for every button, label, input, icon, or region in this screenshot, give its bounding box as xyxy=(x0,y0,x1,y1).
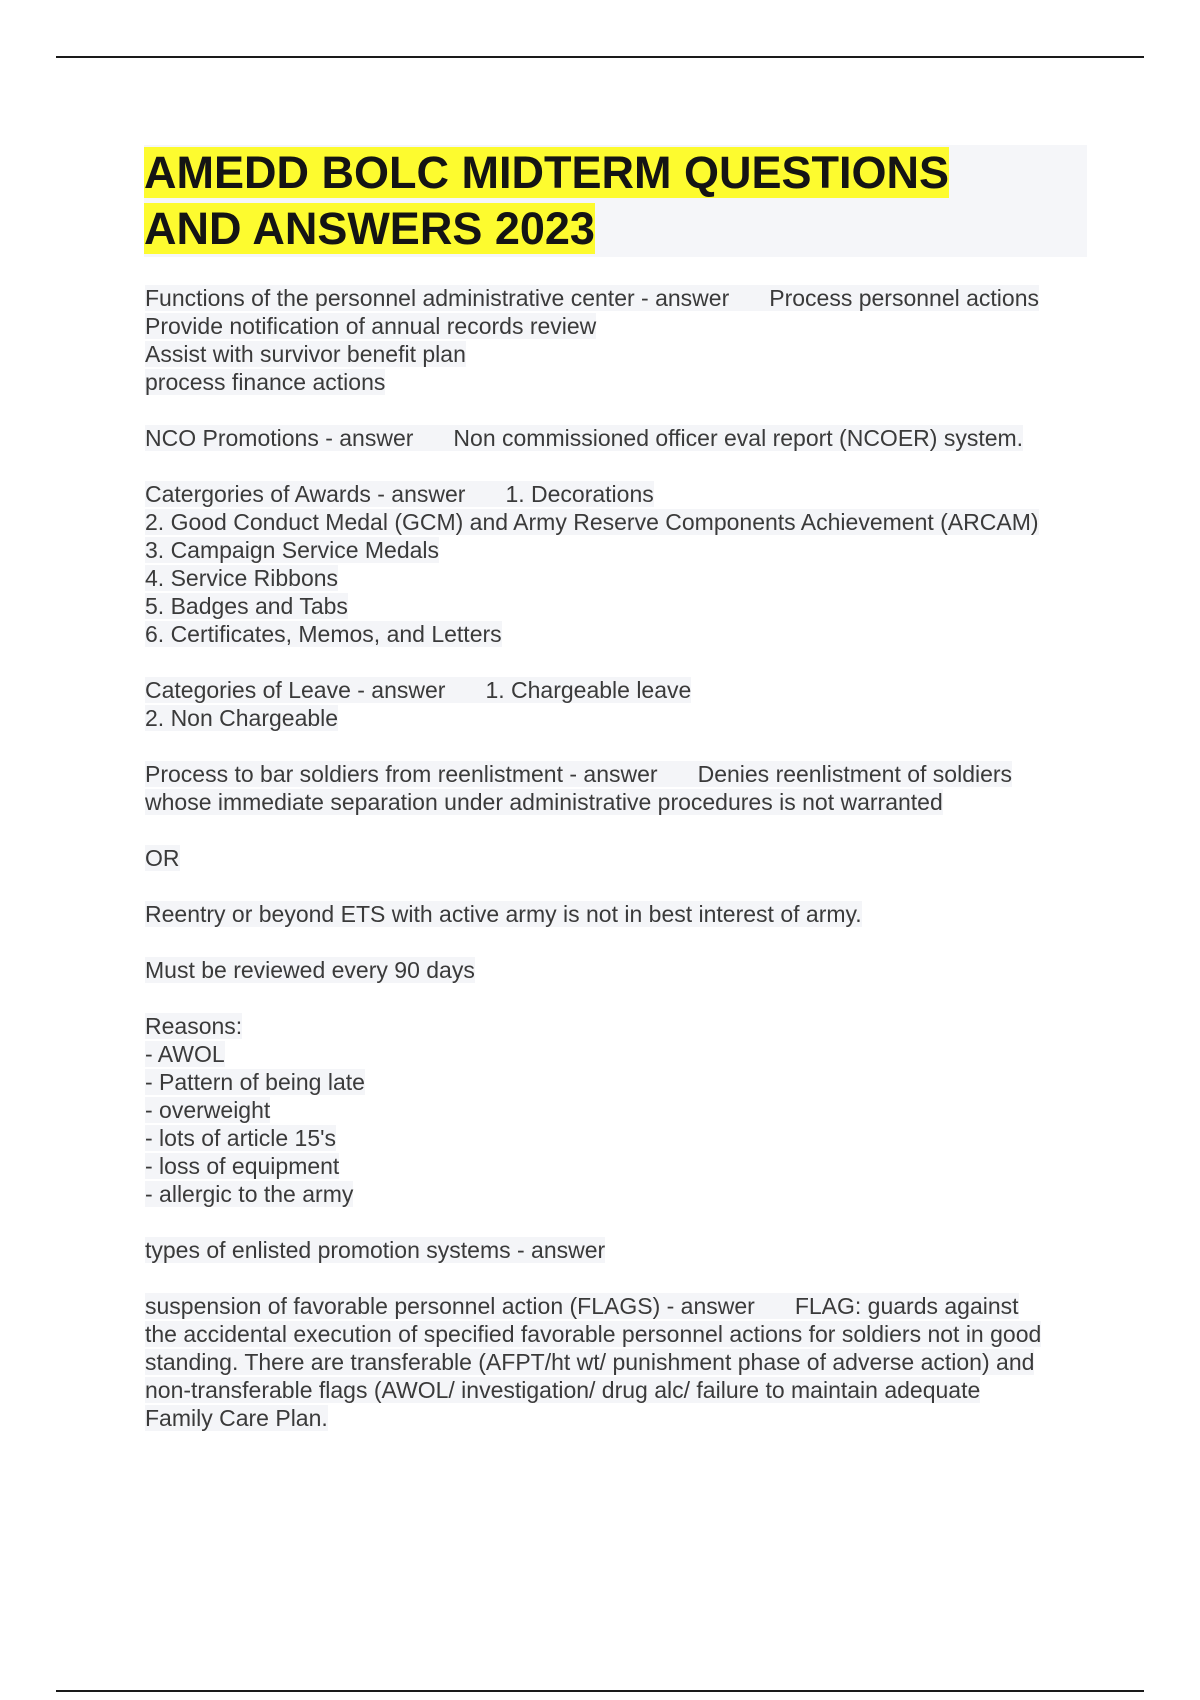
answer-line: standing. There are transferable (AFPT/ht wt/ punishment phase of adverse action) and xyxy=(145,1349,1035,1375)
answer-line: 2. Non Chargeable xyxy=(145,705,339,731)
answer-line: process finance actions xyxy=(145,369,386,395)
list-item: - Pattern of being late xyxy=(145,1069,365,1095)
answer-line: Family Care Plan. xyxy=(145,1405,328,1431)
paragraph xyxy=(145,844,1095,872)
answer-line: the accidental execution of specified favorable personnel actions for soldiers not in good xyxy=(145,1321,1042,1347)
answer: FLAG: guards against xyxy=(794,1293,1019,1319)
question: Functions of the personnel administrative center - answer xyxy=(145,285,730,311)
list-item: - allergic to the army xyxy=(145,1181,354,1207)
qa-entry xyxy=(145,480,1095,648)
title-line-1: AMEDD BOLC MIDTERM QUESTIONS xyxy=(144,147,949,198)
question: types of enlisted promotion systems - answer xyxy=(145,1237,606,1263)
answer: Denies reenlistment of soldiers xyxy=(697,761,1013,787)
top-rule xyxy=(56,56,1144,58)
title-block xyxy=(144,145,1087,257)
title-line-2: AND ANSWERS 2023 xyxy=(144,203,595,254)
list-item: - overweight xyxy=(145,1097,271,1123)
answer-line: Assist with survivor benefit plan xyxy=(145,341,466,367)
question: NCO Promotions - answer xyxy=(145,425,414,451)
question: Catergories of Awards - answer xyxy=(145,481,466,507)
answer-line: whose immediate separation under administrative procedures is not warranted xyxy=(145,789,943,815)
answer-line: 6. Certificates, Memos, and Letters xyxy=(145,621,502,647)
bottom-rule xyxy=(56,1690,1144,1692)
qa-entry xyxy=(145,1292,1095,1432)
answer: 1. Chargeable leave xyxy=(485,677,692,703)
paragraph-text: Must be reviewed every 90 days xyxy=(145,957,475,983)
qa-entry xyxy=(145,424,1095,452)
question: Process to bar soldiers from reenlistment - answer xyxy=(145,761,658,787)
qa-entry xyxy=(145,760,1095,816)
paragraph-text: OR xyxy=(145,845,180,871)
paragraph-text: Reentry or beyond ETS with active army is not in best interest of army. xyxy=(145,901,862,927)
answer-line: 3. Campaign Service Medals xyxy=(145,537,440,563)
question: Categories of Leave - answer xyxy=(145,677,446,703)
answer: Process personnel actions xyxy=(769,285,1039,311)
answer: 1. Decorations xyxy=(505,481,654,507)
answer-line: non-transferable flags (AWOL/ investigation/ drug alc/ failure to maintain adequate xyxy=(145,1377,981,1403)
answer-line: 4. Service Ribbons xyxy=(145,565,339,591)
list-heading: Reasons: xyxy=(145,1013,243,1039)
question: suspension of favorable personnel action (FLAGS) - answer xyxy=(145,1293,755,1319)
qa-entry xyxy=(145,284,1095,396)
reasons-list xyxy=(145,1012,1095,1208)
answer: Non commissioned officer eval report (NCOER) system. xyxy=(453,425,1024,451)
document-body xyxy=(145,284,1095,1460)
paragraph xyxy=(145,956,1095,984)
list-item: - lots of article 15's xyxy=(145,1125,337,1151)
qa-entry xyxy=(145,676,1095,732)
list-item: - loss of equipment xyxy=(145,1153,340,1179)
list-item: - AWOL xyxy=(145,1041,225,1067)
answer-line: 2. Good Conduct Medal (GCM) and Army Reserve Components Achievement (ARCAM) xyxy=(145,509,1039,535)
answer-line: 5. Badges and Tabs xyxy=(145,593,348,619)
answer-line: Provide notification of annual records review xyxy=(145,313,597,339)
document-title xyxy=(144,145,1087,257)
qa-entry xyxy=(145,1236,1095,1264)
paragraph xyxy=(145,900,1095,928)
